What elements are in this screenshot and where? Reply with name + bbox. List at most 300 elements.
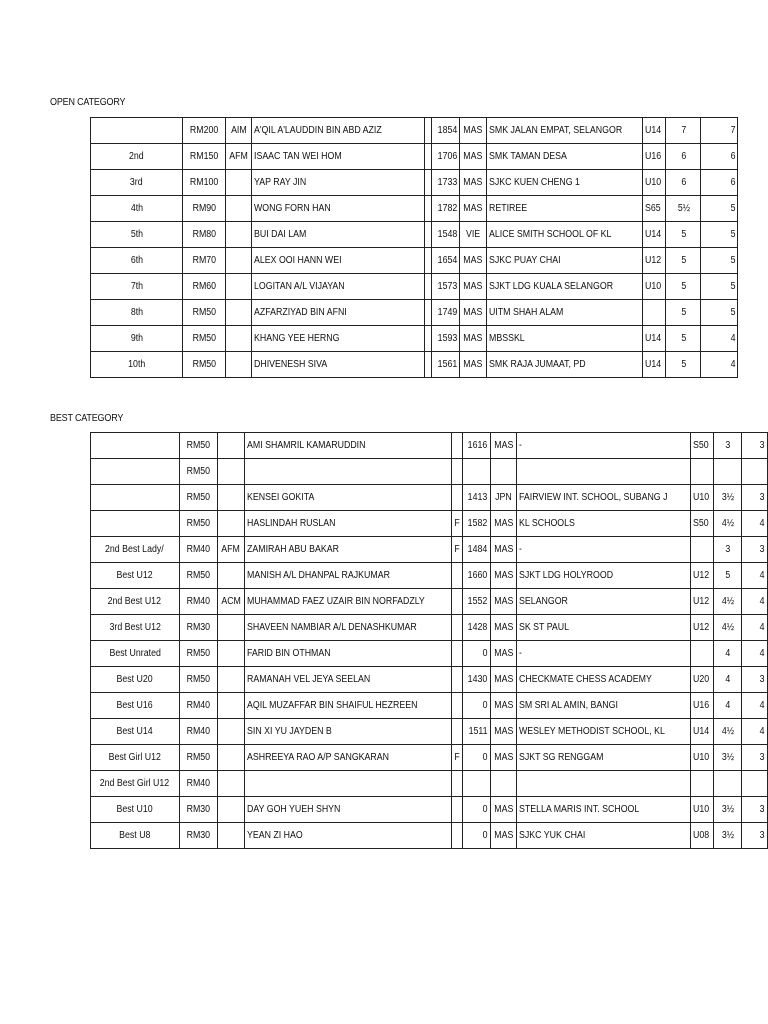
- age-category-cell-text: U10: [693, 752, 710, 763]
- table-row: [91, 615, 768, 641]
- federation-cell: [490, 745, 517, 771]
- place-cell: [91, 326, 183, 352]
- player-name-cell: [244, 615, 451, 641]
- age-category-cell-text: S65: [645, 203, 661, 214]
- age-category-cell: [643, 222, 666, 248]
- points-cell: [714, 433, 742, 459]
- player-name-cell-text: YAP RAY JIN: [254, 177, 307, 188]
- player-name-cell: [244, 459, 451, 485]
- points-cell-text: 3½: [721, 804, 735, 815]
- sex-cell: [451, 459, 462, 485]
- rating-cell-text: 1593: [437, 333, 458, 344]
- sex-cell: [451, 771, 462, 797]
- federation-cell-text: MAS: [493, 700, 514, 711]
- player-name-cell-text: MANISH A/L DHANPAL RAJKUMAR: [246, 570, 390, 581]
- rating-cell-text: 1552: [468, 596, 488, 607]
- place-cell-text: 8th: [130, 307, 143, 318]
- player-name-cell: [244, 589, 451, 615]
- federation-cell: [490, 563, 517, 589]
- place-cell-text: 2nd Best U12: [108, 596, 162, 607]
- club-cell: [517, 485, 691, 511]
- federation-cell: [490, 641, 517, 667]
- federation-cell: [490, 459, 517, 485]
- sex-cell: [451, 719, 462, 745]
- club-cell: [486, 300, 642, 326]
- sex-cell: [425, 144, 432, 170]
- club-cell: [517, 745, 691, 771]
- rating-cell: [462, 511, 490, 537]
- prize-cell-text: RM50: [186, 752, 210, 763]
- place-cell-text: 2nd Best Lady/: [105, 544, 165, 555]
- sex-cell: [451, 823, 462, 849]
- age-category-cell: [643, 352, 666, 378]
- points-cell-text: 7: [681, 125, 686, 136]
- place-cell: [91, 745, 180, 771]
- prize-cell-text: RM40: [186, 726, 210, 737]
- points-cell: [714, 823, 742, 849]
- player-name-cell-text: YEAN ZI HAO: [246, 830, 303, 841]
- prize-cell: [179, 641, 217, 667]
- tiebreak-cell-text: 4: [760, 570, 765, 581]
- tiebreak-cell: [742, 563, 768, 589]
- prize-cell: [179, 511, 217, 537]
- federation-cell-text: MAS: [493, 544, 514, 555]
- tiebreak-cell-text: 3: [760, 492, 765, 503]
- rating-cell: [432, 326, 460, 352]
- rating-cell-text: 1854: [437, 125, 458, 136]
- rating-cell-text: 0: [482, 830, 488, 841]
- age-category-cell-text: U12: [693, 596, 710, 607]
- place-cell-text: 5th: [130, 229, 143, 240]
- tiebreak-cell: [701, 170, 738, 196]
- club-cell-text: SJKC PUAY CHAI: [488, 255, 561, 266]
- club-cell-text: SJKC KUEN CHENG 1: [488, 177, 580, 188]
- player-name-cell: [244, 771, 451, 797]
- rating-cell-text: 1430: [468, 674, 488, 685]
- table-row: [91, 118, 738, 144]
- age-category-cell-text: S50: [693, 440, 709, 451]
- prize-cell-text: RM50: [192, 307, 216, 318]
- table-row: [91, 222, 738, 248]
- rating-cell-text: 1749: [437, 307, 458, 318]
- title-cell: [226, 170, 252, 196]
- place-cell: [91, 511, 180, 537]
- table-row: [91, 459, 768, 485]
- tiebreak-cell-text: 5: [730, 307, 736, 318]
- table-row: [91, 274, 738, 300]
- federation-cell-text: MAS: [493, 674, 514, 685]
- sex-cell-text: F: [454, 518, 460, 529]
- open-category-table: [90, 117, 738, 378]
- tiebreak-cell-text: 4: [760, 726, 765, 737]
- age-category-cell-text: U16: [693, 700, 710, 711]
- points-cell: [666, 326, 701, 352]
- federation-cell-text: MAS: [463, 125, 483, 136]
- club-cell: [486, 222, 642, 248]
- prize-cell-text: RM200: [189, 125, 219, 136]
- federation-cell-text: MAS: [463, 281, 483, 292]
- points-cell-text: 5: [681, 229, 686, 240]
- points-cell-text: 6: [681, 151, 686, 162]
- sex-cell: [425, 196, 432, 222]
- club-cell: [517, 433, 691, 459]
- prize-cell-text: RM100: [189, 177, 219, 188]
- place-cell: [91, 537, 180, 563]
- federation-cell-text: VIE: [465, 229, 481, 240]
- tiebreak-cell: [701, 144, 738, 170]
- points-cell-text: 5: [681, 359, 686, 370]
- tiebreak-cell-text: 3: [760, 544, 765, 555]
- place-cell: [91, 563, 180, 589]
- table-row: [91, 511, 768, 537]
- tiebreak-cell-text: 6: [730, 177, 736, 188]
- age-category-cell: [691, 589, 714, 615]
- prize-cell-text: RM150: [189, 151, 219, 162]
- rating-cell-text: 1573: [437, 281, 458, 292]
- place-cell: [91, 352, 183, 378]
- place-cell-text: Best U14: [116, 726, 153, 737]
- title-cell: [217, 589, 244, 615]
- place-cell: [91, 144, 183, 170]
- rating-cell-text: 0: [482, 804, 488, 815]
- rating-cell: [462, 797, 490, 823]
- federation-cell: [460, 222, 487, 248]
- points-cell: [666, 196, 701, 222]
- title-cell-text: AFM: [229, 151, 248, 162]
- age-category-cell-text: U10: [693, 492, 710, 503]
- points-cell: [714, 797, 742, 823]
- prize-cell-text: RM50: [186, 466, 210, 477]
- points-cell-text: 4½: [721, 596, 735, 607]
- age-category-cell: [691, 745, 714, 771]
- club-cell-text: UITM SHAH ALAM: [488, 307, 564, 318]
- age-category-cell-text: U10: [693, 804, 710, 815]
- points-cell: [714, 693, 742, 719]
- age-category-cell: [691, 563, 714, 589]
- place-cell-text: Best U12: [116, 570, 153, 581]
- tiebreak-cell-text: 3: [760, 830, 765, 841]
- federation-cell-text: MAS: [463, 255, 483, 266]
- age-category-cell-text: U10: [645, 281, 662, 292]
- points-cell-text: 3: [725, 544, 731, 555]
- title-cell: [217, 537, 244, 563]
- table-row: [91, 693, 768, 719]
- prize-cell: [179, 693, 217, 719]
- federation-cell-text: MAS: [493, 518, 514, 529]
- rating-cell: [462, 823, 490, 849]
- tiebreak-cell: [701, 300, 738, 326]
- place-cell: [91, 196, 183, 222]
- age-category-cell: [643, 118, 666, 144]
- player-name-cell: [244, 641, 451, 667]
- player-name-cell-text: KHANG YEE HERNG: [254, 333, 340, 344]
- prize-cell: [183, 300, 226, 326]
- best-category-heading: BEST CATEGORY: [50, 413, 124, 424]
- table-row: [91, 641, 768, 667]
- points-cell: [666, 248, 701, 274]
- sex-cell: [451, 667, 462, 693]
- club-cell-text: SMK JALAN EMPAT, SELANGOR: [488, 125, 622, 136]
- title-cell: [226, 326, 252, 352]
- federation-cell: [490, 589, 517, 615]
- age-category-cell-text: U16: [645, 151, 662, 162]
- tiebreak-cell-text: 4: [730, 359, 736, 370]
- club-cell-text: ALICE SMITH SCHOOL OF KL: [488, 229, 612, 240]
- rating-cell-text: 0: [482, 752, 488, 763]
- prize-cell: [183, 170, 226, 196]
- federation-cell-text: MAS: [493, 648, 514, 659]
- rating-cell-text: 1413: [468, 492, 488, 503]
- points-cell-text: 5: [681, 281, 686, 292]
- table-row: [91, 326, 738, 352]
- prize-cell: [179, 433, 217, 459]
- title-cell: [217, 615, 244, 641]
- points-cell: [714, 719, 742, 745]
- table-row: [91, 719, 768, 745]
- points-cell-text: 5½: [677, 203, 690, 214]
- age-category-cell: [691, 511, 714, 537]
- rating-cell: [432, 222, 460, 248]
- place-cell-text: 3rd: [130, 177, 143, 188]
- club-cell: [517, 615, 691, 641]
- place-cell-text: Best U10: [116, 804, 153, 815]
- age-category-cell: [691, 823, 714, 849]
- prize-cell: [179, 459, 217, 485]
- player-name-cell: [244, 433, 451, 459]
- title-cell: [217, 433, 244, 459]
- player-name-cell-text: ISAAC TAN WEI HOM: [254, 151, 342, 162]
- age-category-cell: [691, 797, 714, 823]
- prize-cell-text: RM40: [186, 544, 210, 555]
- club-cell-text: FAIRVIEW INT. SCHOOL, SUBANG J: [519, 492, 668, 503]
- title-cell: [226, 300, 252, 326]
- age-category-cell-text: U12: [693, 570, 710, 581]
- tiebreak-cell: [701, 118, 738, 144]
- sex-cell: [425, 170, 432, 196]
- best-category-table: [90, 432, 768, 849]
- title-cell: [226, 118, 252, 144]
- club-cell: [517, 537, 691, 563]
- place-cell-text: 10th: [127, 359, 146, 370]
- club-cell: [486, 118, 642, 144]
- federation-cell-text: JPN: [495, 492, 512, 503]
- rating-cell-text: 1582: [468, 518, 488, 529]
- sex-cell: [451, 745, 462, 771]
- table-row: [91, 300, 738, 326]
- tiebreak-cell: [701, 248, 738, 274]
- rating-cell-text: 1654: [437, 255, 458, 266]
- club-cell-text: SMK RAJA JUMAAT, PD: [488, 359, 586, 370]
- place-cell: [91, 719, 180, 745]
- place-cell-text: Best U20: [116, 674, 153, 685]
- club-cell-text: CHECKMATE CHESS ACADEMY: [519, 674, 653, 685]
- player-name-cell: [244, 693, 451, 719]
- age-category-cell: [691, 615, 714, 641]
- age-category-cell-text: U14: [693, 726, 710, 737]
- age-category-cell: [691, 771, 714, 797]
- club-cell: [517, 823, 691, 849]
- title-cell: [217, 719, 244, 745]
- rating-cell: [432, 170, 460, 196]
- rating-cell-text: 1428: [468, 622, 488, 633]
- federation-cell: [490, 485, 517, 511]
- player-name-cell: [252, 248, 425, 274]
- rating-cell-text: 1782: [437, 203, 458, 214]
- rating-cell: [462, 641, 490, 667]
- tiebreak-cell-text: 4: [730, 333, 736, 344]
- federation-cell-text: MAS: [493, 570, 514, 581]
- player-name-cell: [244, 563, 451, 589]
- sex-cell: [451, 537, 462, 563]
- club-cell: [486, 144, 642, 170]
- points-cell: [714, 641, 742, 667]
- points-cell-text: 4: [725, 648, 731, 659]
- place-cell: [91, 170, 183, 196]
- federation-cell: [490, 797, 517, 823]
- place-cell: [91, 248, 183, 274]
- player-name-cell: [252, 352, 425, 378]
- club-cell: [517, 563, 691, 589]
- club-cell: [486, 274, 642, 300]
- prize-cell: [183, 144, 226, 170]
- place-cell-text: 9th: [130, 333, 143, 344]
- federation-cell-text: MAS: [463, 151, 483, 162]
- age-category-cell: [643, 196, 666, 222]
- federation-cell-text: MAS: [463, 203, 483, 214]
- table-row: [91, 196, 738, 222]
- prize-cell: [183, 274, 226, 300]
- title-cell: [226, 196, 252, 222]
- sex-cell: [451, 563, 462, 589]
- points-cell-text: 3½: [721, 492, 735, 503]
- sex-cell: [425, 248, 432, 274]
- federation-cell: [490, 719, 517, 745]
- rating-cell-text: 1484: [468, 544, 488, 555]
- place-cell: [91, 693, 180, 719]
- tiebreak-cell: [701, 352, 738, 378]
- club-cell-text: KL SCHOOLS: [519, 518, 576, 529]
- tiebreak-cell-text: 5: [730, 203, 736, 214]
- age-category-cell: [643, 144, 666, 170]
- rating-cell: [432, 352, 460, 378]
- prize-cell: [179, 771, 217, 797]
- rating-cell: [432, 248, 460, 274]
- sex-cell: [451, 433, 462, 459]
- age-category-cell: [691, 693, 714, 719]
- points-cell-text: 4½: [721, 622, 735, 633]
- tiebreak-cell: [742, 745, 768, 771]
- table-row: [91, 433, 768, 459]
- federation-cell: [460, 274, 487, 300]
- points-cell: [714, 589, 742, 615]
- rating-cell-text: 1733: [437, 177, 458, 188]
- prize-cell-text: RM30: [186, 804, 210, 815]
- age-category-cell: [643, 274, 666, 300]
- prize-cell: [179, 485, 217, 511]
- points-cell-text: 4½: [721, 726, 735, 737]
- title-cell-text: AIM: [230, 125, 247, 136]
- federation-cell-text: MAS: [493, 622, 514, 633]
- federation-cell-text: MAS: [463, 359, 483, 370]
- table-row: [91, 797, 768, 823]
- prize-cell-text: RM40: [186, 778, 210, 789]
- player-name-cell-text: AMI SHAMRIL KAMARUDDIN: [246, 440, 366, 451]
- player-name-cell: [244, 667, 451, 693]
- player-name-cell-text: AQIL MUZAFFAR BIN SHAIFUL HEZREEN: [246, 700, 418, 711]
- tiebreak-cell: [742, 537, 768, 563]
- club-cell-text: WESLEY METHODIST SCHOOL, KL: [519, 726, 666, 737]
- rating-cell-text: 1511: [468, 726, 488, 737]
- federation-cell: [490, 537, 517, 563]
- title-cell: [217, 459, 244, 485]
- sex-cell: [425, 300, 432, 326]
- title-cell: [217, 693, 244, 719]
- club-cell-text: -: [519, 440, 523, 451]
- points-cell-text: 5: [681, 333, 686, 344]
- prize-cell: [183, 326, 226, 352]
- club-cell: [486, 326, 642, 352]
- points-cell-text: 3½: [721, 830, 735, 841]
- club-cell: [517, 459, 691, 485]
- club-cell: [517, 719, 691, 745]
- points-cell: [666, 352, 701, 378]
- table-row: [91, 771, 768, 797]
- tiebreak-cell: [742, 589, 768, 615]
- open-category-heading: OPEN CATEGORY: [50, 97, 126, 108]
- age-category-cell-text: U12: [645, 255, 662, 266]
- rating-cell: [462, 537, 490, 563]
- sex-cell: [425, 352, 432, 378]
- player-name-cell: [244, 797, 451, 823]
- federation-cell: [460, 326, 487, 352]
- place-cell-text: 4th: [130, 203, 143, 214]
- tiebreak-cell-text: 7: [730, 125, 736, 136]
- points-cell: [666, 170, 701, 196]
- rating-cell-text: 1706: [437, 151, 458, 162]
- title-cell: [226, 222, 252, 248]
- player-name-cell-text: KENSEI GOKITA: [246, 492, 315, 503]
- place-cell: [91, 300, 183, 326]
- rating-cell: [462, 667, 490, 693]
- prize-cell: [183, 222, 226, 248]
- federation-cell: [460, 144, 487, 170]
- tiebreak-cell: [701, 196, 738, 222]
- player-name-cell-text: ASHREEYA RAO A/P SANGKARAN: [246, 752, 389, 763]
- tiebreak-cell-text: 6: [730, 151, 736, 162]
- player-name-cell-text: MUHAMMAD FAEZ UZAIR BIN NORFADZLY: [246, 596, 425, 607]
- tiebreak-cell: [742, 511, 768, 537]
- player-name-cell: [252, 326, 425, 352]
- player-name-cell-text: A'QIL A'LAUDDIN BIN ABD AZIZ: [254, 125, 382, 136]
- place-cell: [91, 589, 180, 615]
- place-cell-text: 2nd Best Girl U12: [100, 778, 170, 789]
- age-category-cell-text: U14: [645, 333, 662, 344]
- federation-cell: [460, 170, 487, 196]
- player-name-cell: [252, 196, 425, 222]
- player-name-cell-text: HASLINDAH RUSLAN: [246, 518, 336, 529]
- sex-cell: [425, 118, 432, 144]
- club-cell: [486, 352, 642, 378]
- club-cell: [486, 248, 642, 274]
- club-cell: [517, 771, 691, 797]
- club-cell-text: SM SRI AL AMIN, BANGI: [519, 700, 619, 711]
- age-category-cell: [691, 641, 714, 667]
- prize-cell-text: RM50: [186, 570, 210, 581]
- player-name-cell: [244, 511, 451, 537]
- club-cell-text: SELANGOR: [519, 596, 569, 607]
- place-cell: [91, 797, 180, 823]
- club-cell: [486, 170, 642, 196]
